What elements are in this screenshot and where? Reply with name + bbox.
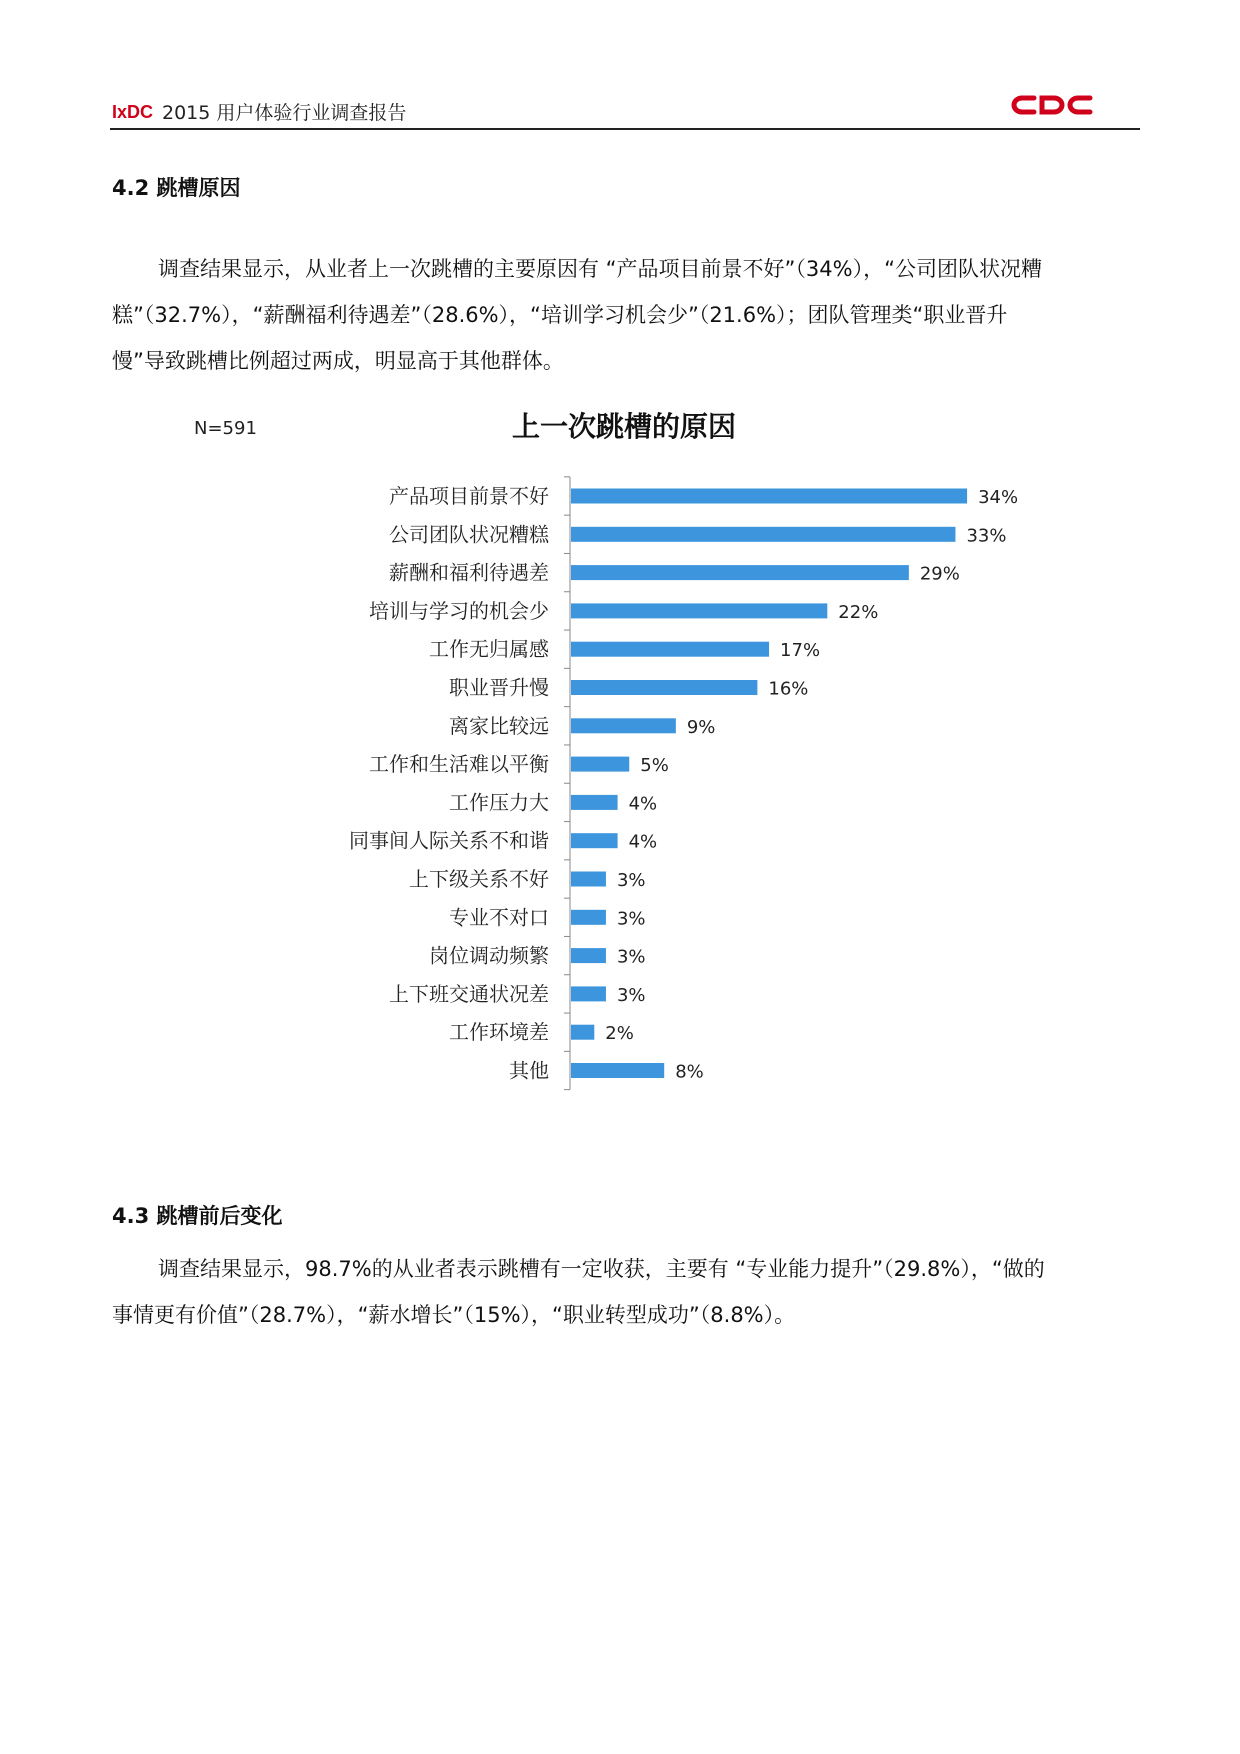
category-label: 离家比较远 [449,713,549,738]
value-label: 3% [616,984,646,1006]
paragraph-line: 糕”（32.7%），“薪酬福利待遇差”（28.6%），“培训学习机会少”（21.6%）；团队管理类“职业晋升 [112,303,1008,327]
value-label: 3% [616,946,646,968]
value-label: 29% [919,563,960,585]
category-label: 工作压力大 [449,790,549,815]
bar [571,642,769,657]
bar [571,527,955,542]
category-label: 上下级关系不好 [409,867,549,891]
value-label: 17% [780,640,821,662]
value-label: 34% [978,487,1019,508]
chart-title: 上一次跳槽的原因 [511,410,737,443]
value-label: 3% [616,908,646,930]
value-label: 33% [966,525,1007,547]
category-label: 同事间人际关系不和谐 [349,828,549,853]
category-label: 培训与学习的机会少 [369,598,549,623]
bar [571,757,629,772]
value-label: 22% [838,601,879,623]
category-label: 工作和生活难以平衡 [369,752,549,777]
cdc-logo-icon [1010,92,1100,118]
paragraph-line: 慢”导致跳槽比例超过两成，明显高于其他群体。 [112,349,564,373]
category-label: 其他 [509,1058,549,1083]
paragraph-line: 事情更有价值”（28.7%），“薪水增长”（15%），“职业转型成功”（8.8%）。 [112,1303,796,1327]
bar [571,795,618,810]
bar [571,872,606,887]
header-rule [110,128,1140,130]
bar [571,1063,664,1078]
job-hop-reasons-chart [0,400,1240,1100]
bar [571,910,606,925]
section-4-2-paragraph [112,246,1142,384]
category-label: 工作环境差 [449,1020,549,1045]
bar [571,718,676,733]
bar [571,680,757,695]
bar [571,1025,594,1040]
paragraph-line: 调查结果显示，98.7%的从业者表示跳槽有一定收获，主要有 “专业能力提升”（29.8%），“做的 [158,1257,1045,1281]
value-label: 2% [605,1023,634,1045]
report-title: 2015 用户体验行业调查报告 [162,102,407,124]
value-label: 4% [628,793,658,815]
value-label: 16% [768,678,809,700]
paragraph-line: 调查结果显示，从业者上一次跳槽的主要原因有 “产品项目前景不好”（34%），“公司团队状况糟 [158,257,1042,281]
category-label: 岗位调动频繁 [429,943,549,968]
bar [571,603,827,618]
value-label: 8% [675,1061,704,1083]
bar [571,489,967,504]
section-4-3-paragraph [112,1246,1142,1338]
category-label: 上下班交通状况差 [389,981,549,1006]
value-label: 3% [616,870,646,891]
category-label: 职业晋升慢 [449,675,549,700]
category-label: 公司团队状况糟糕 [389,522,549,547]
value-label: 4% [628,831,658,853]
category-label: 薪酬和福利待遇差 [389,560,549,585]
category-label: 工作无归属感 [429,637,549,662]
category-label: 产品项目前景不好 [389,484,549,508]
bar [571,833,618,848]
section-heading-4-3: 4.3 跳槽前后变化 [112,1204,283,1228]
bar [571,986,606,1001]
value-label: 5% [640,755,669,777]
page-header [110,92,1140,130]
bar [571,565,909,580]
sample-size-note: N=591 [194,418,257,439]
value-label: 9% [686,716,716,738]
ixdc-brand: IxDC [112,102,154,122]
bar [571,948,606,963]
section-heading-4-2: 4.2 跳槽原因 [112,176,241,200]
category-label: 专业不对口 [449,905,549,930]
